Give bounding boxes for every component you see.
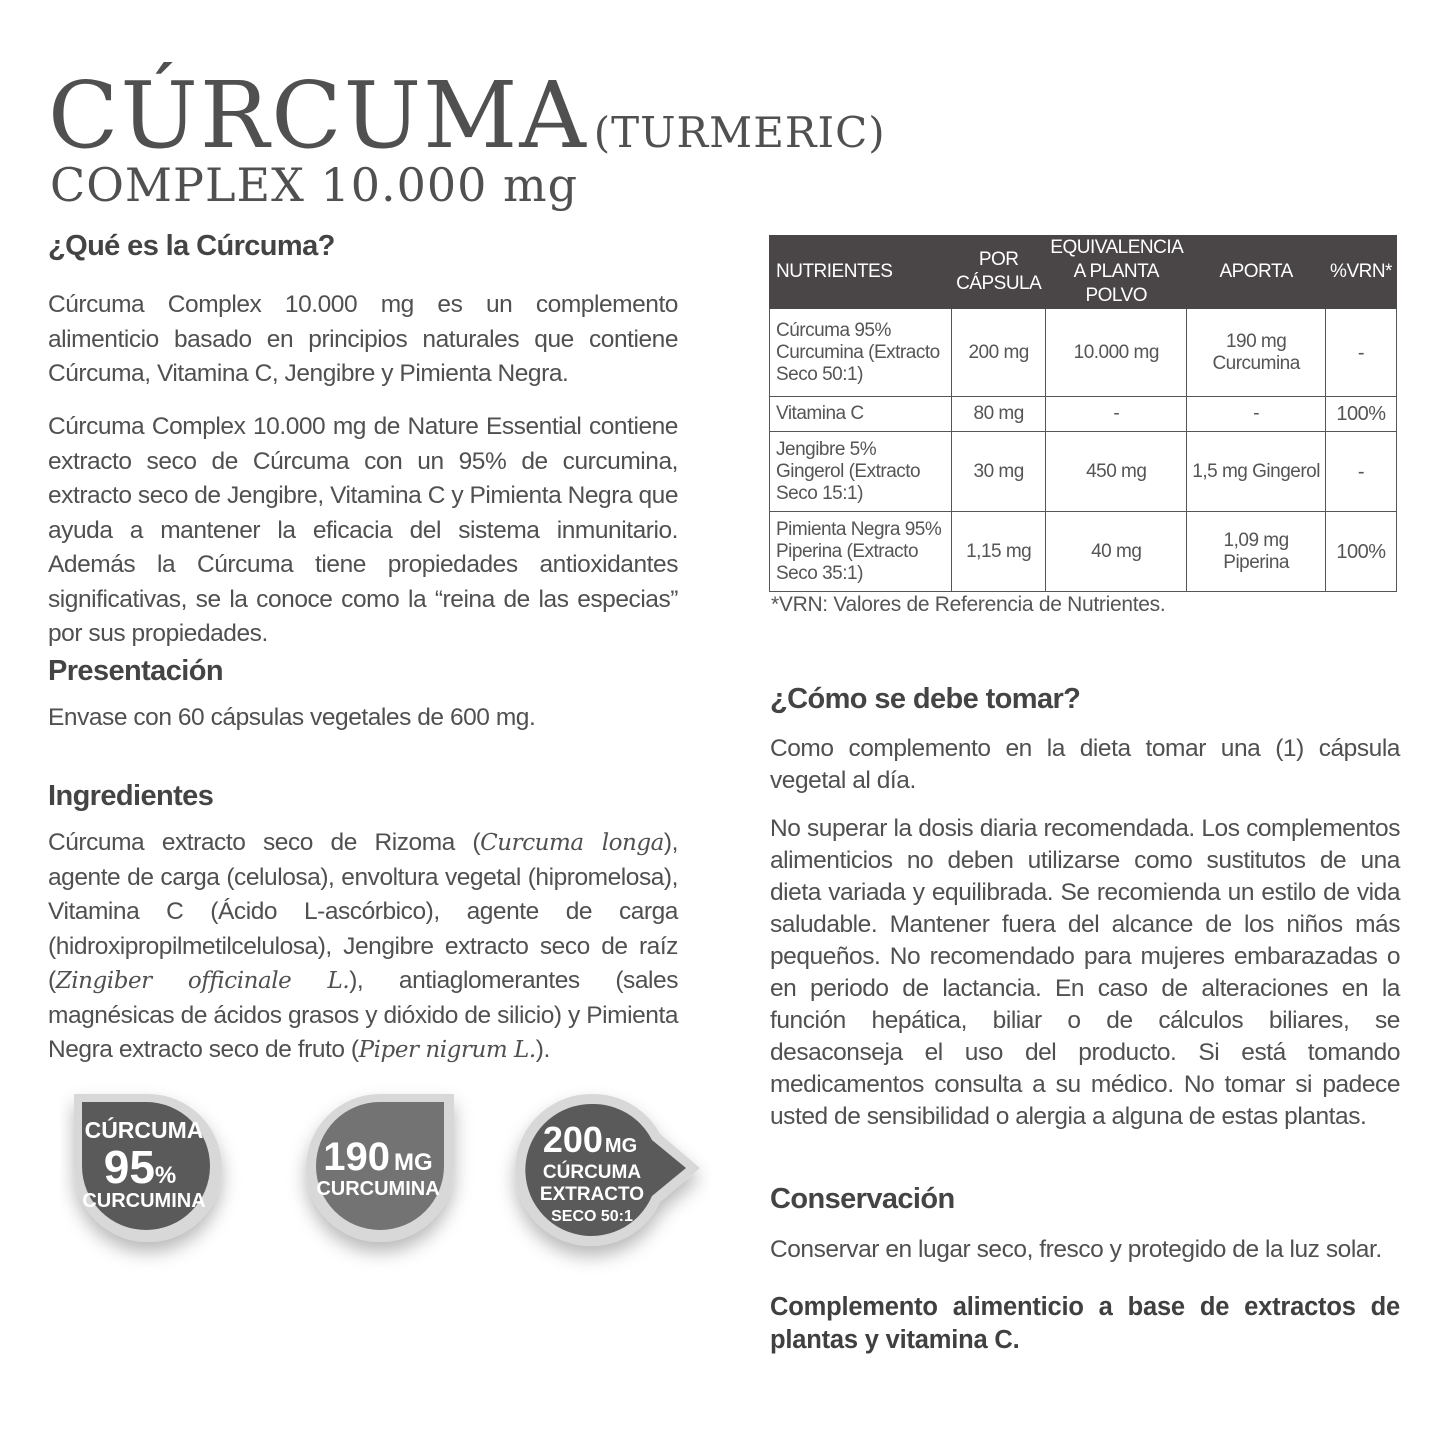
table-cell: 1,5 mg Gingerol (1187, 432, 1326, 512)
table-header: EQUIVALENCIA A PLANTA POLVO (1046, 236, 1187, 309)
table-cell: 100% (1326, 397, 1397, 432)
table-cell: 100% (1326, 512, 1397, 592)
ingredientes-text (48, 826, 678, 1068)
ingredientes-italic-2: Zingiber officinale L. (55, 968, 350, 994)
badge-200-mg (515, 1094, 700, 1246)
table-cell: 1,09 mg Piperina (1187, 512, 1326, 592)
table-cell: 40 mg (1046, 512, 1187, 592)
badge2-unit: MG (394, 1149, 433, 1176)
badges-group (60, 1080, 710, 1290)
badge3-number: 200 (542, 1119, 603, 1160)
table-row (770, 432, 1397, 512)
table-cell: 80 mg (952, 397, 1046, 432)
conservacion-text: Conservar en lugar seco, fresco y protegido de la luz solar. (770, 1236, 1382, 1263)
badge3-unit: MG (604, 1135, 638, 1157)
title-sub: (TURMERIC) (593, 108, 886, 157)
table-row (770, 397, 1397, 432)
heading-ingredientes: Ingredientes (48, 780, 214, 812)
heading-como-tomar: ¿Cómo se debe tomar? (770, 683, 1081, 715)
ingredientes-text-2: ), agente de carga (celulosa), envoltura vegetal (hipromelosa), Vitamina C (Ácido L-ascórbico), agente de carga (hidroxipropilmetilcelulosa), Jengibre extracto seco de raíz ( (48, 829, 678, 994)
badge3-line2: CÚRCUMA (542, 1162, 642, 1183)
badge1-unit: % (154, 1162, 177, 1189)
table-cell: - (1187, 397, 1326, 432)
badge1-number: 95 (103, 1141, 155, 1193)
que-es-paragraph-1: Cúrcuma Complex 10.000 mg es un complemento alimenticio basado en principios naturales que contiene Cúrcuma, Vitamina C, Jengibre y Pimienta Negra. (48, 291, 678, 387)
heading-presentacion: Presentación (48, 655, 223, 687)
table-cell: 1,15 mg (952, 512, 1046, 592)
table-header: NUTRIENTES (770, 236, 952, 309)
table-cell: Jengibre 5% Gingerol (Extracto Seco 15:1) (770, 432, 952, 512)
table-cell: Cúrcuma 95% Curcumina (Extracto Seco 50:1) (770, 309, 952, 397)
badge3-line3: EXTRACTO (539, 1184, 645, 1205)
ingredientes-text-4: ). (535, 1036, 550, 1063)
table-cell: 10.000 mg (1046, 309, 1187, 397)
footer-claim: Complemento alimenticio a base de extractos de plantas y vitamina C. (770, 1293, 1400, 1354)
table-header: %VRN* (1326, 236, 1397, 309)
heading-que-es: ¿Qué es la Cúrcuma? (48, 230, 335, 262)
table-row (770, 309, 1397, 397)
product-title (48, 62, 886, 169)
que-es-paragraph-2: Cúrcuma Complex 10.000 mg de Nature Essential contiene extracto seco de Cúrcuma con un 95% de curcumina, extracto seco de Jengibre, Vitamina C y Pimienta Negra que ayuda a mantener la eficacia del sistema inmunitario. Además la Cúrcuma tiene propiedades antioxidantes significativas, se la conoce como la “reina de las especias” por sus propiedades. (48, 413, 678, 647)
ingredientes-italic-3: Piper nigrum L. (358, 1037, 536, 1063)
badge1-line1: CÚRCUMA (84, 1117, 204, 1143)
presentacion-text: Envase con 60 cápsulas vegetales de 600 mg. (48, 704, 536, 731)
badge3-line4: SECO 50:1 (551, 1208, 633, 1225)
table-cell: 190 mg Curcumina (1187, 309, 1326, 397)
badge2-line2: CURCUMINA (316, 1178, 440, 1200)
como-paragraph-2: No superar la dosis diaria recomendada. Los complementos alimenticios no deben utilizarse como sustitutos de una dieta variada y equilibrada. Se recomienda un estilo de vida saludable. Mantener fuera del alcance de los niños más pequeños. No recomendado para mujeres embarazadas o en periodo de lactancia. En caso de alteraciones en la función hepática, biliar o de cálculos biliares, se desaconseja el uso del producto. Si está tomando medicamentos consulta a su médico. No tomar si padece usted de sensibilidad o alergia a alguna de estas plantas. (770, 815, 1400, 1130)
table-cell: - (1326, 309, 1397, 397)
heading-conservacion: Conservación (770, 1183, 955, 1215)
vrn-note: *VRN: Valores de Referencia de Nutrientes. (771, 593, 1166, 616)
como-paragraph-1: Como complemento en la dieta tomar una (1) cápsula vegetal al día. (770, 735, 1400, 794)
ingredientes-text-1: Cúrcuma extracto seco de Rizoma ( (48, 829, 481, 856)
table-row (770, 512, 1397, 592)
table-cell: 200 mg (952, 309, 1046, 397)
table-header-row (770, 236, 1397, 309)
product-subtitle: COMPLEX 10.000 mg (50, 158, 579, 212)
table-cell: - (1046, 397, 1187, 432)
badge-190-mg (306, 1094, 454, 1242)
table-header: APORTA (1187, 236, 1326, 309)
badge-curcuma-95 (74, 1094, 222, 1242)
ingredientes-text-3: ), antiaglomerantes (sales magnésicas de ácidos grasos y dióxido de silicio) y Pimienta Negra extracto seco de fruto ( (48, 967, 679, 1063)
table-header: POR CÁPSULA (952, 236, 1046, 309)
ingredientes-italic-1: Curcuma longa (480, 830, 664, 856)
badge2-number: 190 (323, 1135, 391, 1179)
title-main: CÚRCUMA (48, 62, 588, 169)
table-cell: - (1326, 432, 1397, 512)
table-cell: Vitamina C (770, 397, 952, 432)
table-cell: Pimienta Negra 95% Piperina (Extracto Seco 35:1) (770, 512, 952, 592)
nutrition-table (769, 235, 1397, 592)
table-cell: 450 mg (1046, 432, 1187, 512)
badge1-line3: CURCUMINA (82, 1190, 206, 1212)
table-cell: 30 mg (952, 432, 1046, 512)
